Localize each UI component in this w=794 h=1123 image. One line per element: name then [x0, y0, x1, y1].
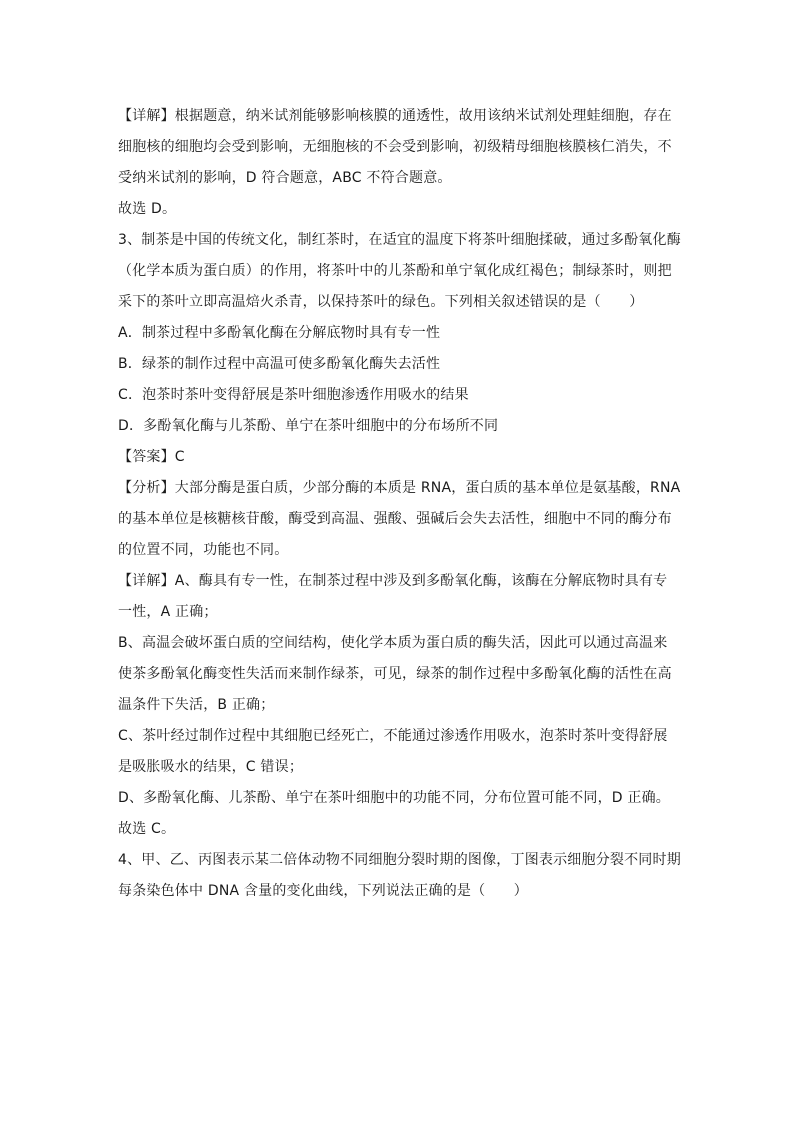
text-line: 受纳米试剂的影响，D 符合题意，ABC 不符合题意。: [118, 170, 452, 186]
option-c: C．泡茶时茶叶变得舒展是茶叶细胞渗透作用吸水的结果: [118, 387, 469, 403]
question-3-stem: 3、制茶是中国的传统文化，制红茶时，在适宜的温度下将茶叶细胞揉破，通过多酚氧化酶: [118, 232, 681, 248]
text-line: 温条件下失活，B 正确；: [118, 697, 275, 713]
text-line: （化学本质为蛋白质）的作用，将茶叶中的儿茶酚和单宁氧化成红褐色；制绿茶时，则把: [118, 263, 672, 279]
text-line: 故选 C。: [118, 821, 176, 837]
text-line: 的位置不同，功能也不同。: [118, 542, 289, 558]
question-4-stem: 4、甲、乙、丙图表示某二倍体动物不同细胞分裂时期的图像，丁图表示细胞分裂不同时期: [118, 852, 681, 868]
option-b: B．绿茶的制作过程中高温可使多酚氧化酶失去活性: [118, 356, 441, 372]
text-line: 【详解】根据题意，纳米试剂能够影响核膜的通透性，故用该纳米试剂处理蛙细胞，存在: [118, 108, 672, 124]
text-line: 采下的茶叶立即高温焙火杀青，以保持茶叶的绿色。下列相关叙述错误的是（ ）: [118, 294, 644, 310]
option-a: A．制茶过程中多酚氧化酶在分解底物时具有专一性: [118, 325, 441, 341]
text-line: B、高温会破坏蛋白质的空间结构，使化学本质为蛋白质的酶失活，因此可以通过高温来: [118, 635, 668, 651]
text-line: 的基本单位是核糖核苷酸，酶受到高温、强酸、强碱后会失去活性，细胞中不同的酶分布: [118, 511, 672, 527]
answer-line: 【答案】C: [118, 449, 185, 465]
text-line: 一性，A 正确；: [118, 604, 218, 620]
explanation-line: 【详解】A、酶具有专一性，在制茶过程中涉及到多酚氧化酶，该酶在分解底物时具有专: [118, 573, 668, 589]
text-line: 使茶多酚氧化酶变性失活而来制作绿茶，可见，绿茶的制作过程中多酚氧化酶的活性在高: [118, 666, 672, 682]
text-line: C、茶叶经过制作过程中其细胞已经死亡，不能通过渗透作用吸水，泡茶时茶叶变得舒展: [118, 728, 668, 744]
document-body: [118, 101, 681, 907]
analysis-line: 【分析】大部分酶是蛋白质，少部分酶的本质是 RNA，蛋白质的基本单位是氨基酸，RNA: [118, 480, 681, 496]
text-line: 细胞核的细胞均会受到影响，无细胞核的不会受到影响，初级精母细胞核膜核仁消失，不: [118, 139, 672, 155]
text-line: 每条染色体中 DNA 含量的变化曲线，下列说法正确的是（ ）: [118, 883, 528, 899]
text-line: 是吸胀吸水的结果，C 错误；: [118, 759, 304, 775]
option-d: D．多酚氧化酶与儿茶酚、单宁在茶叶细胞中的分布场所不同: [118, 418, 499, 434]
text-line: 故选 D。: [118, 201, 177, 217]
text-line: D、多酚氧化酶、儿茶酚、单宁在茶叶细胞中的功能不同，分布位置可能不同，D 正确。: [118, 790, 671, 806]
